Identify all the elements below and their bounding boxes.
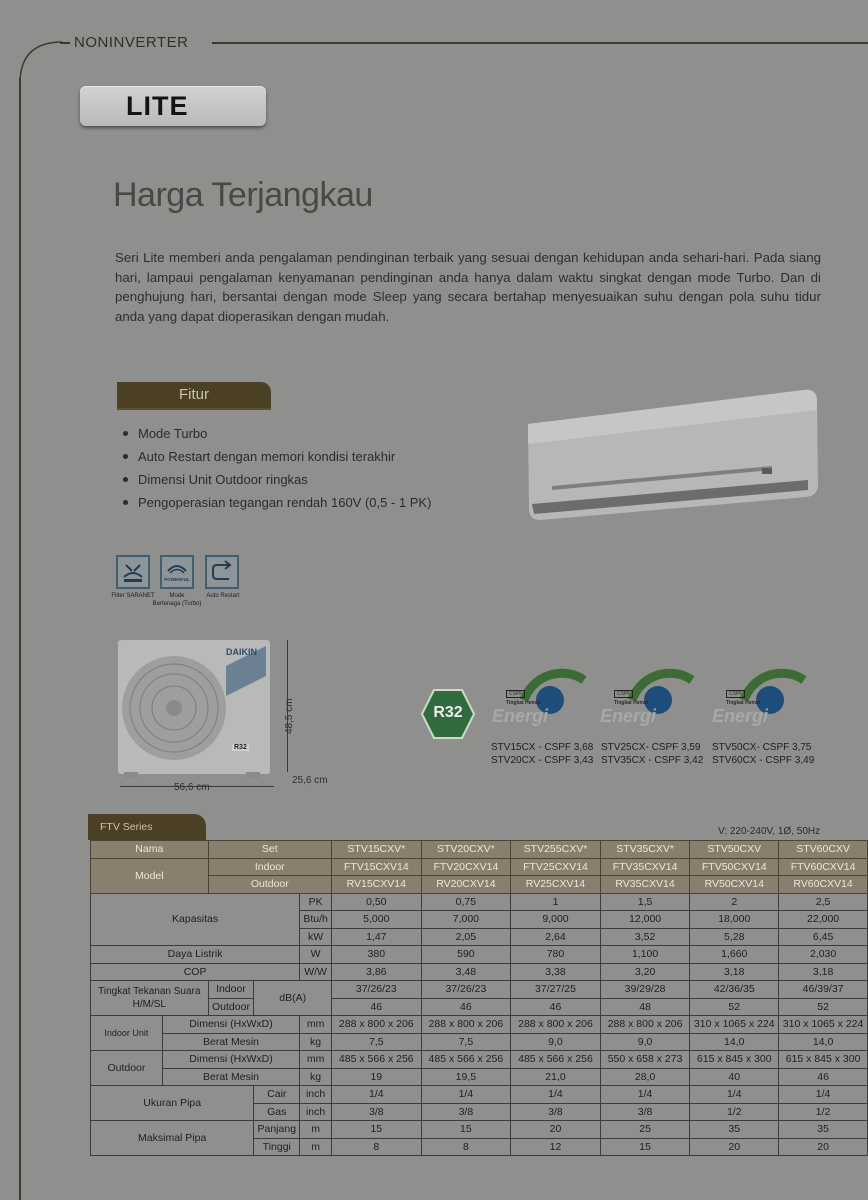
table-cell: STV35CXV*	[600, 841, 690, 859]
frame-left-line	[19, 78, 21, 1200]
powerful-mode-icon	[160, 555, 194, 589]
table-cell: 485 x 566 x 256	[511, 1051, 601, 1069]
energy-title: Tingkat Hemat	[506, 700, 541, 706]
cspf-tag: CSPF	[726, 690, 745, 698]
outdoor-label: Outdoor	[208, 876, 331, 894]
table-cell: 37/26/23	[332, 981, 422, 999]
table-cell: 5,000	[332, 911, 422, 929]
brand-line: NONINVERTER	[74, 34, 189, 51]
energy-model-line: STV35CX - CSPF 3,42	[601, 755, 704, 766]
suara-label	[91, 981, 209, 1016]
frame-corner	[18, 41, 64, 81]
energy-title: Tingkat Hemat	[726, 700, 761, 706]
energy-model-line: STV20CX - CSPF 3,43	[491, 755, 594, 766]
suara-unit: dB(A)	[254, 981, 332, 1016]
table-cell: 7,5	[332, 1033, 422, 1051]
table-cell: 7,000	[421, 911, 511, 929]
table-cell: 3,48	[421, 963, 511, 981]
table-cell: 3,52	[600, 928, 690, 946]
table-cell: 380	[332, 946, 422, 964]
table-cell: 288 x 800 x 206	[600, 1016, 690, 1034]
table-cell: 3,18	[690, 963, 779, 981]
table-cell: STV15CXV*	[332, 841, 422, 859]
outdoor-r32-tag: R32	[234, 744, 247, 751]
energy-models-2	[601, 741, 703, 767]
table-cell: 2,030	[779, 946, 868, 964]
table-cell: 18,000	[690, 911, 779, 929]
table-row	[91, 1068, 868, 1086]
outdoor-unit-label: Outdoor	[91, 1051, 163, 1086]
table-row	[91, 841, 868, 859]
set-label: Set	[208, 841, 331, 859]
table-cell: 20	[779, 1138, 868, 1156]
frame-top-line	[212, 42, 868, 44]
table-cell: FTV20CXV14	[421, 858, 511, 876]
powerful-caption-2: Bertenaga (Turbo)	[152, 601, 202, 607]
powerful-badge: POWERFUL	[164, 577, 190, 582]
table-cell: 46/39/37	[779, 981, 868, 999]
table-cell: 15	[600, 1138, 690, 1156]
table-cell: 2,5	[779, 893, 868, 911]
cair-label: Cair	[254, 1086, 300, 1104]
table-cell: 21,0	[511, 1068, 601, 1086]
intro-paragraph: Seri Lite memberi anda pengalaman pendinginan terbaik yang sesuai dengan kehidupan anda sehari-hari. Pada siang hari, lampaui pengalaman kenyamanan pendinginan anda hanya dalam waktu singkat dengan mode Turbo. Dan di penghujung hari, bersantai dengan mode Sleep yang secara bertahap menyesuaikan suhu dengan pola suhu tidur anda yang dapat dioperasikan dengan mudah.	[115, 250, 821, 324]
unit-cell: kg	[300, 1068, 332, 1086]
table-cell: 48	[600, 998, 690, 1016]
kapasitas-label: Kapasitas	[91, 893, 300, 946]
table-cell: 3,38	[511, 963, 601, 981]
table-cell: 310 x 1065 x 224	[690, 1016, 779, 1034]
height-dimension: 48,5 cm	[284, 698, 295, 734]
table-cell: 615 x 845 x 300	[779, 1051, 868, 1069]
table-cell: 1,660	[690, 946, 779, 964]
table-row	[91, 1121, 868, 1139]
cspf-tag: CSPF	[614, 690, 633, 698]
table-cell: 22,000	[779, 911, 868, 929]
table-cell: 485 x 566 x 256	[421, 1051, 511, 1069]
powerful-caption-1: Mode	[169, 593, 185, 599]
table-cell: 288 x 800 x 206	[332, 1016, 422, 1034]
table-cell: 46	[421, 998, 511, 1016]
suara-label-line: Tingkat Tekanan Suara	[98, 986, 201, 997]
feature-list	[120, 422, 431, 514]
depth-dimension: 25,6 cm	[292, 775, 328, 786]
table-cell: RV35CXV14	[600, 876, 690, 894]
table-cell: 1/4	[332, 1086, 422, 1104]
table-cell: 1,5	[600, 893, 690, 911]
table-cell: 310 x 1065 x 224	[779, 1016, 868, 1034]
power-spec: V: 220-240V, 1Ø, 50Hz	[718, 826, 821, 837]
table-cell: 35	[690, 1121, 779, 1139]
nama-label: Nama	[91, 841, 209, 859]
table-cell: 52	[779, 998, 868, 1016]
gas-label: Gas	[254, 1103, 300, 1121]
outdoor-unit-image	[116, 636, 276, 781]
table-cell: 19,5	[421, 1068, 511, 1086]
table-cell: 46	[779, 1068, 868, 1086]
indoor-label: Indoor	[208, 858, 331, 876]
table-cell: 6,45	[779, 928, 868, 946]
table-cell: 19	[332, 1068, 422, 1086]
table-cell: STV50CXV	[690, 841, 779, 859]
unit-cell: kW	[300, 928, 332, 946]
table-cell: FTV25CXV14	[511, 858, 601, 876]
maks-label: Maksimal Pipa	[91, 1121, 254, 1156]
unit-cell: mm	[300, 1016, 332, 1034]
table-cell: 2,05	[421, 928, 511, 946]
table-row	[91, 981, 868, 999]
table-cell: 14,0	[779, 1033, 868, 1051]
table-row	[91, 1016, 868, 1034]
unit-cell: Btu/h	[300, 911, 332, 929]
table-cell: 9,0	[600, 1033, 690, 1051]
table-row	[91, 1051, 868, 1069]
berat-label: Berat Mesin	[162, 1033, 299, 1051]
indoor-unit-label: Indoor Unit	[91, 1016, 163, 1051]
table-cell: 20	[511, 1121, 601, 1139]
table-cell: RV60CXV14	[779, 876, 868, 894]
model-label: Model	[91, 858, 209, 893]
table-cell: STV255CXV*	[511, 841, 601, 859]
energy-model-line: STV15CX - CSPF 3,68	[491, 742, 594, 753]
page-title: Harga Terjangkau	[113, 176, 373, 214]
table-cell: 3/8	[600, 1103, 690, 1121]
table-cell: 42/36/35	[690, 981, 779, 999]
unit-cell: m	[300, 1121, 332, 1139]
table-cell: 52	[690, 998, 779, 1016]
series-tab: FTV Series	[88, 814, 206, 840]
table-cell: 615 x 845 x 300	[690, 1051, 779, 1069]
dimensi-label: Dimensi (HxWxD)	[162, 1051, 299, 1069]
table-cell: STV60CXV	[779, 841, 868, 859]
panjang-label: Panjang	[254, 1121, 300, 1139]
table-cell: 1/4	[690, 1086, 779, 1104]
cspf-tag: CSPF	[506, 690, 525, 698]
spec-table	[90, 840, 868, 1156]
table-cell: 3/8	[511, 1103, 601, 1121]
table-cell: 2	[690, 893, 779, 911]
saranet-filter-icon	[116, 555, 150, 589]
table-cell: FTV60CXV14	[779, 858, 868, 876]
indoor-unit-image	[522, 386, 822, 524]
unit-cell: inch	[300, 1086, 332, 1104]
energy-model-line: STV50CX- CSPF 3,75	[712, 742, 812, 753]
unit-cell: kg	[300, 1033, 332, 1051]
table-cell: 288 x 800 x 206	[511, 1016, 601, 1034]
table-cell: RV20CXV14	[421, 876, 511, 894]
table-row	[91, 858, 868, 876]
energy-word: Energi	[492, 706, 549, 726]
table-cell: 25	[600, 1121, 690, 1139]
table-cell: 3/8	[421, 1103, 511, 1121]
table-cell: 28,0	[600, 1068, 690, 1086]
table-cell: 1/4	[779, 1086, 868, 1104]
table-cell: 288 x 800 x 206	[421, 1016, 511, 1034]
feature-item: Mode Turbo	[120, 422, 431, 445]
table-cell: 3,20	[600, 963, 690, 981]
table-cell: 9,0	[511, 1033, 601, 1051]
table-row	[91, 963, 868, 981]
feature-item: Dimensi Unit Outdoor ringkas	[120, 468, 431, 491]
table-row	[91, 946, 868, 964]
table-cell: 3,86	[332, 963, 422, 981]
unit-cell: W/W	[300, 963, 332, 981]
table-cell: FTV15CXV14	[332, 858, 422, 876]
table-cell: 14,0	[690, 1033, 779, 1051]
fitur-underline	[117, 408, 271, 410]
table-row	[91, 1033, 868, 1051]
table-cell: 7,5	[421, 1033, 511, 1051]
table-cell: 590	[421, 946, 511, 964]
tinggi-label: Tinggi	[254, 1138, 300, 1156]
table-cell: 0,50	[332, 893, 422, 911]
table-cell: 1/4	[511, 1086, 601, 1104]
lite-badge: LITE	[80, 86, 266, 126]
table-cell: 5,28	[690, 928, 779, 946]
table-cell: 3,18	[779, 963, 868, 981]
table-cell: STV20CXV*	[421, 841, 511, 859]
table-cell: 39/29/28	[600, 981, 690, 999]
table-cell: 37/27/25	[511, 981, 601, 999]
energy-models-1	[491, 741, 593, 767]
dimensi-label: Dimensi (HxWxD)	[162, 1016, 299, 1034]
unit-cell: mm	[300, 1051, 332, 1069]
table-cell: 1,47	[332, 928, 422, 946]
table-cell: 1/2	[779, 1103, 868, 1121]
table-row	[91, 893, 868, 911]
suara-outdoor-label: Outdoor	[208, 998, 254, 1016]
fitur-tab: Fitur	[117, 382, 271, 408]
table-cell: RV50CXV14	[690, 876, 779, 894]
suara-label-line: H/M/SL	[132, 999, 166, 1010]
table-cell: 8	[332, 1138, 422, 1156]
table-cell: 780	[511, 946, 601, 964]
table-cell: FTV50CXV14	[690, 858, 779, 876]
table-cell: 1/4	[421, 1086, 511, 1104]
feature-item: Auto Restart dengan memori kondisi terakhir	[120, 445, 431, 468]
outdoor-brand: DAIKIN	[226, 647, 257, 657]
pipa-label: Ukuran Pipa	[91, 1086, 254, 1121]
cop-label: COP	[91, 963, 300, 981]
table-cell: 1/4	[600, 1086, 690, 1104]
energy-title: Tingkat Hemat	[614, 700, 649, 706]
table-cell: 15	[332, 1121, 422, 1139]
table-cell: 12,000	[600, 911, 690, 929]
table-cell: 0,75	[421, 893, 511, 911]
table-cell: 46	[511, 998, 601, 1016]
table-cell: RV15CXV14	[332, 876, 422, 894]
suara-indoor-label: Indoor	[208, 981, 254, 999]
saranet-caption: Filter SARANET	[111, 593, 155, 599]
table-cell: 20	[690, 1138, 779, 1156]
table-cell: 40	[690, 1068, 779, 1086]
table-cell: 12	[511, 1138, 601, 1156]
auto-restart-icon	[205, 555, 239, 589]
feature-item: Pengoperasian tegangan rendah 160V (0,5 - 1 PK)	[120, 491, 431, 514]
table-cell: 9,000	[511, 911, 601, 929]
r32-badge-text: R32	[433, 704, 463, 721]
table-cell: 35	[779, 1121, 868, 1139]
width-dimension: 56,6 cm	[174, 782, 210, 793]
table-cell: 15	[421, 1121, 511, 1139]
energy-model-line: STV60CX - CSPF 3,49	[712, 755, 815, 766]
unit-cell: PK	[300, 893, 332, 911]
unit-cell: m	[300, 1138, 332, 1156]
table-cell: 1	[511, 893, 601, 911]
table-cell: 8	[421, 1138, 511, 1156]
energy-model-line: STV25CX- CSPF 3,59	[601, 742, 701, 753]
unit-cell: W	[300, 946, 332, 964]
table-cell: RV25CXV14	[511, 876, 601, 894]
berat-label: Berat Mesin	[162, 1068, 299, 1086]
table-cell: 2,64	[511, 928, 601, 946]
unit-cell: inch	[300, 1103, 332, 1121]
table-cell: FTV35CXV14	[600, 858, 690, 876]
energy-models-3	[712, 741, 814, 767]
table-row	[91, 1086, 868, 1104]
auto-restart-caption: Auto Restart	[206, 593, 240, 599]
table-cell: 1,100	[600, 946, 690, 964]
energy-word: Energi	[600, 706, 657, 726]
table-cell: 37/26/23	[421, 981, 511, 999]
table-cell: 3/8	[332, 1103, 422, 1121]
daya-label: Daya Listrik	[91, 946, 300, 964]
table-cell: 46	[332, 998, 422, 1016]
table-cell: 1/2	[690, 1103, 779, 1121]
table-cell: 485 x 566 x 256	[332, 1051, 422, 1069]
energy-word: Energi	[712, 706, 769, 726]
table-cell: 550 x 658 x 273	[600, 1051, 690, 1069]
